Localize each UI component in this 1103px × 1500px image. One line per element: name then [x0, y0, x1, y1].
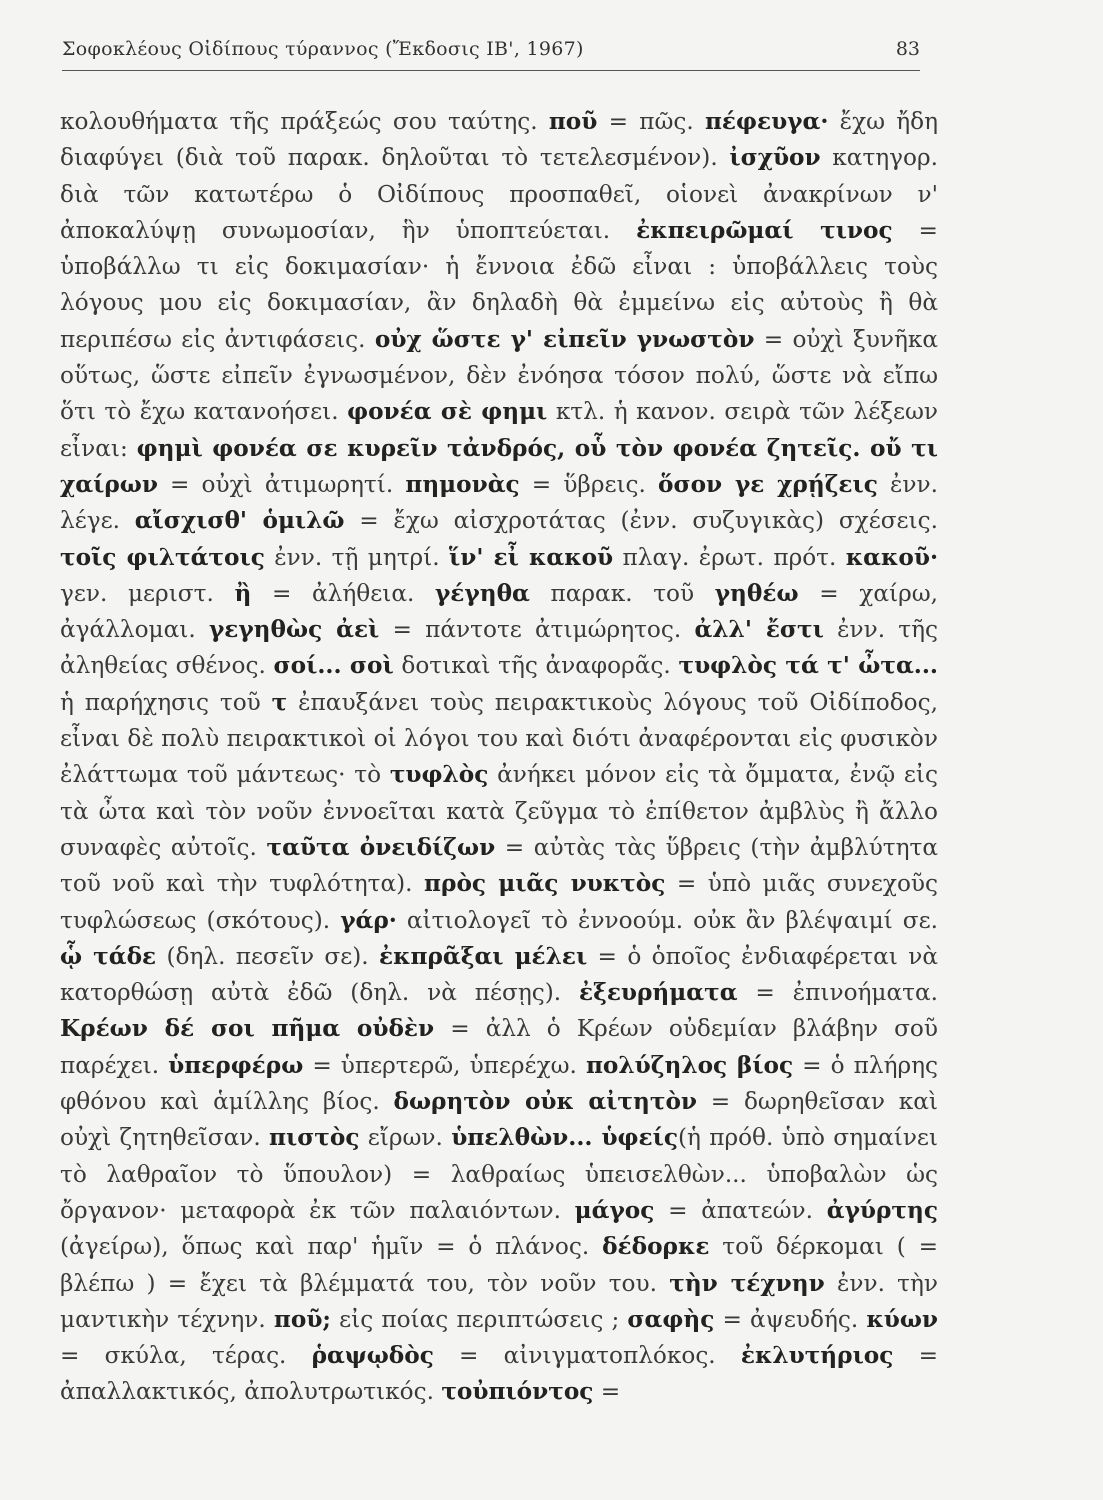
lemma-term: πιστὸς: [269, 1124, 360, 1152]
commentary-segment: = ὕβρεις.: [519, 470, 659, 498]
lemma-term: σοί... σοὶ: [273, 652, 394, 680]
lemma-term: ποῦ;: [273, 1305, 331, 1333]
commentary-segment: παρακ. τοῦ: [529, 579, 715, 607]
page-number: 83: [895, 38, 920, 60]
commentary-segment: ἐνν. λέγε.: [60, 470, 938, 535]
lemma-term: γάρ·: [340, 906, 397, 934]
lemma-term: ποῦ: [548, 108, 598, 135]
lemma-term: Κρέων δέ σοι πῆμα οὐδὲν: [60, 1015, 435, 1043]
lemma-term: τοῖς φιλτάτοις: [60, 543, 265, 571]
lemma-term: ἐκπρᾶξαι μέλει: [379, 942, 588, 970]
commentary-segment: ἀνήκει μόνον εἰς τὰ ὄμματα, ἐνῷ εἰς τὰ ὦτα καὶ τὸν νοῦν ἐννοεῖται κατὰ ζεῦγμα τὸ ἐπίθετον ἀμβλὺς ἢ ἄλλο συναφὲς αὐτοῖς.: [60, 761, 938, 861]
commentary-segment: τοῦ δέρκομαι ( = βλέπω ) = ἔχει τὰ βλέμματά του, τὸν νοῦν του.: [60, 1233, 939, 1297]
commentary-segment: ἐπαυξάνει τοὺς πειρακτικοὺς λόγους τοῦ Οἰδίποδος, εἶναι δὲ πολὺ πειρακτικοὶ οἱ λόγοι του καὶ διότι ἀναφέρονται εἰς φυσικὸν ἐλάττωμα τοῦ μάντεως· τὸ: [60, 688, 938, 789]
commentary-segment: αἰτιολογεῖ τὸ ἐννοούμ. οὐκ ἂν βλέψαιμί σε.: [396, 906, 938, 934]
lemma-term: φημὶ φονέα σε κυρεῖν τἀνδρός, οὗ τὸν φονέα ζητεῖς. οὔ τι χαίρων: [60, 434, 938, 498]
commentary-segment: ἐνν. τῆς ἀληθείας σθένος.: [60, 616, 939, 680]
lemma-term: τ: [271, 688, 288, 716]
lemma-term: ἐκπειρῶμαί τινος: [636, 216, 893, 244]
lemma-term: τυφλὸς τά τ' ὦτα...: [678, 652, 939, 680]
commentary-segment: (ἀγείρω), ὅπως καὶ παρ' ἡμῖν = ὁ πλάνος.: [60, 1233, 603, 1261]
commentary-segment: = ὁ ὁποῖος ἐνδιαφέρεται νὰ κατορθώσῃ αὐτὰ ἐδῶ (δηλ. νὰ πέσῃς).: [60, 942, 938, 1007]
commentary-segment: = οὐχὶ ξυνῆκα οὕτως, ὥστε εἰπεῖν ἐγνωσμένον, δὲν ἐνόησα τόσον πολύ, ὥστε νὰ εἴπω ὅτι τὸ ἔχω κατανοήσει.: [60, 325, 938, 426]
commentary-segment: = ἀψευδής.: [714, 1305, 867, 1333]
lemma-term: πημονὰς: [405, 470, 520, 498]
commentary-segment: = ἐπινοήματα.: [737, 979, 939, 1007]
commentary-segment: = ἀλλ ὁ Κρέων οὐδεμίαν βλάβην σοῦ παρέχει.: [60, 1015, 938, 1079]
commentary-segment: = ἀλήθεια.: [251, 579, 435, 607]
lemma-term: ταῦτα ὀνειδίζων: [266, 833, 496, 861]
commentary-segment: κτλ. ἡ κανον. σειρὰ τῶν λέξεων εἶναι:: [60, 398, 938, 462]
running-header: [62, 34, 920, 71]
commentary-segment: πλαγ. ἐρωτ. πρότ.: [613, 543, 846, 571]
commentary-segment: ἔχω ἤδη διαφύγει (διὰ τοῦ παρακ. δηλοῦται τὸ τετελεσμένον).: [60, 108, 939, 172]
commentary-segment: =: [593, 1378, 621, 1406]
commentary-segment: γεν. μεριστ.: [60, 579, 235, 607]
commentary-segment: = σκύλα, τέρας.: [60, 1342, 312, 1370]
lemma-term: ὅσον γε χρῄζεις: [658, 470, 878, 498]
lemma-term: τοὐπιόντος: [441, 1378, 594, 1406]
lemma-term: τυφλὸς: [389, 761, 489, 789]
commentary-segment: = πῶς.: [597, 108, 705, 135]
lemma-term: γεγηθὼς ἀεὶ: [208, 616, 380, 644]
commentary-segment: ἐνν. τὴν μαντικὴν τέχνην.: [60, 1269, 938, 1333]
lemma-term: πέφευγα·: [704, 108, 829, 135]
lemma-term: πρὸς μιᾶς νυκτὸς: [424, 870, 666, 898]
commentary-segment: κολουθήματα τῆς πράξεώς σου ταύτης.: [60, 108, 549, 135]
lemma-term: φονέα σὲ φημι: [347, 398, 548, 426]
commentary-segment: εἴρων.: [359, 1124, 452, 1152]
lemma-term: δέδορκε: [602, 1233, 710, 1261]
commentary-segment: = ἔχω αἰσχροτάτας (ἐνν. συζυγικὰς) σχέσεις.: [344, 507, 938, 535]
commentary-segment: = χαίρω, ἀγάλλομαι.: [60, 579, 938, 644]
lemma-term: ἀλλ' ἔστι: [694, 616, 824, 644]
commentary-segment: = ἀπατεών.: [654, 1196, 827, 1224]
lemma-term: ὑπερφέρω: [168, 1051, 304, 1079]
lemma-term: ἐκλυτήριος: [740, 1342, 894, 1370]
commentary-segment: εἰς ποίας περιπτώσεις ;: [330, 1305, 628, 1333]
lemma-term: δωρητὸν οὐκ αἰτητὸν: [393, 1088, 698, 1116]
commentary-segment: (ἡ πρόθ. ὑπὸ σημαίνει τὸ λαθραῖον τὸ ὕπουλον) = λαθραίως ὑπεισελθὼν... ὑποβαλὼν ὡς ὄργανον· μεταφορὰ ἐκ τῶν παλαιόντων.: [60, 1124, 939, 1224]
lemma-term: ὑπελθὼν... ὑφείς: [451, 1124, 678, 1152]
lemma-term: τὴν τέχνην: [669, 1269, 825, 1297]
lemma-term: γηθέω: [714, 579, 799, 607]
commentary-segment: ἡ παρήχησις τοῦ: [60, 688, 272, 716]
lemma-term: ἐξευρήματα: [578, 979, 738, 1007]
lemma-term: γέγηθα: [435, 579, 530, 607]
commentary-segment: = αὐτὰς τὰς ὕβρεις (τὴν ἀμβλύτητα τοῦ νοῦ καὶ τὴν τυφλότητα).: [60, 833, 938, 898]
lemma-term: κακοῦ·: [845, 543, 939, 571]
lemma-term: οὐχ ὥστε γ' εἰπεῖν γνωστὸν: [374, 325, 755, 353]
lemma-term: πολύζηλος βίος: [585, 1051, 794, 1079]
lemma-term: ἵν' εἶ κακοῦ: [449, 543, 614, 571]
commentary-segment: = ὑπερτερῶ, ὑπερέχω.: [303, 1051, 586, 1079]
lemma-term: σαφὴς: [627, 1305, 715, 1333]
header-title: Σοφοκλέους Οἰδίπους τύραννος (Ἔκδοσις ΙΒ', 1967): [62, 38, 584, 60]
commentary-segment: = δωρηθεῖσαν καὶ οὐχὶ ζητηθεῖσαν.: [60, 1088, 938, 1152]
commentary-segment: = ὑπὸ μιᾶς συνεχοῦς τυφλώσεως (σκότους).: [60, 870, 938, 934]
lemma-term: ᾧ τάδε: [60, 942, 157, 970]
commentary-segment: (δηλ. πεσεῖν σε).: [156, 942, 380, 970]
commentary-segment: = ὑποβάλλω τι εἰς δοκιμασίαν· ἡ ἔννοια ἐδῶ εἶναι : ὑποβάλλεις τοὺς λόγους μου εἰς δοκιμασίαν, ἂν δηλαδὴ θὰ ἐμμείνω εἰς αὐτοὺς ἢ θὰ περιπέσω εἰς ἀντιφάσεις.: [60, 216, 938, 353]
commentary-segment: = ὁ πλήρης φθόνου καὶ ἁμίλλης βίος.: [60, 1051, 938, 1116]
commentary-segment: = πάντοτε ἀτιμώρητος.: [379, 616, 695, 644]
lemma-term: μάγος: [574, 1196, 655, 1224]
commentary-segment: = αἰνιγματοπλόκος.: [433, 1342, 741, 1370]
lemma-term: αἴσχισθ' ὁμιλῶ: [134, 507, 345, 535]
lemma-term: ἢ: [234, 579, 252, 607]
lemma-term: κύων: [866, 1305, 939, 1333]
lemma-term: ἰσχῦον: [729, 144, 821, 172]
lemma-term: ἀγύρτης: [826, 1196, 938, 1224]
commentary-segment: ἐνν. τῇ μητρί.: [264, 543, 450, 571]
commentary-segment: κατηγορ. διὰ τῶν κατωτέρω ὁ Οἰδίπους προσπαθεῖ, οἱονεὶ ἀνακρίνων ν' ἀποκαλύψῃ συνωμοσίαν, ἣν ὑποπτεύεται.: [60, 144, 938, 244]
lemma-term: ῥαψῳδὸς: [311, 1342, 434, 1370]
commentary-segment: = οὐχὶ ἀτιμωρητί.: [157, 470, 406, 498]
commentary-segment: = ἀπαλλακτικός, ἀπολυτρωτικός.: [60, 1342, 939, 1406]
commentary-segment: δοτικαὶ τῆς ἀναφορᾶς.: [393, 652, 679, 680]
commentary-text: [60, 104, 938, 1411]
